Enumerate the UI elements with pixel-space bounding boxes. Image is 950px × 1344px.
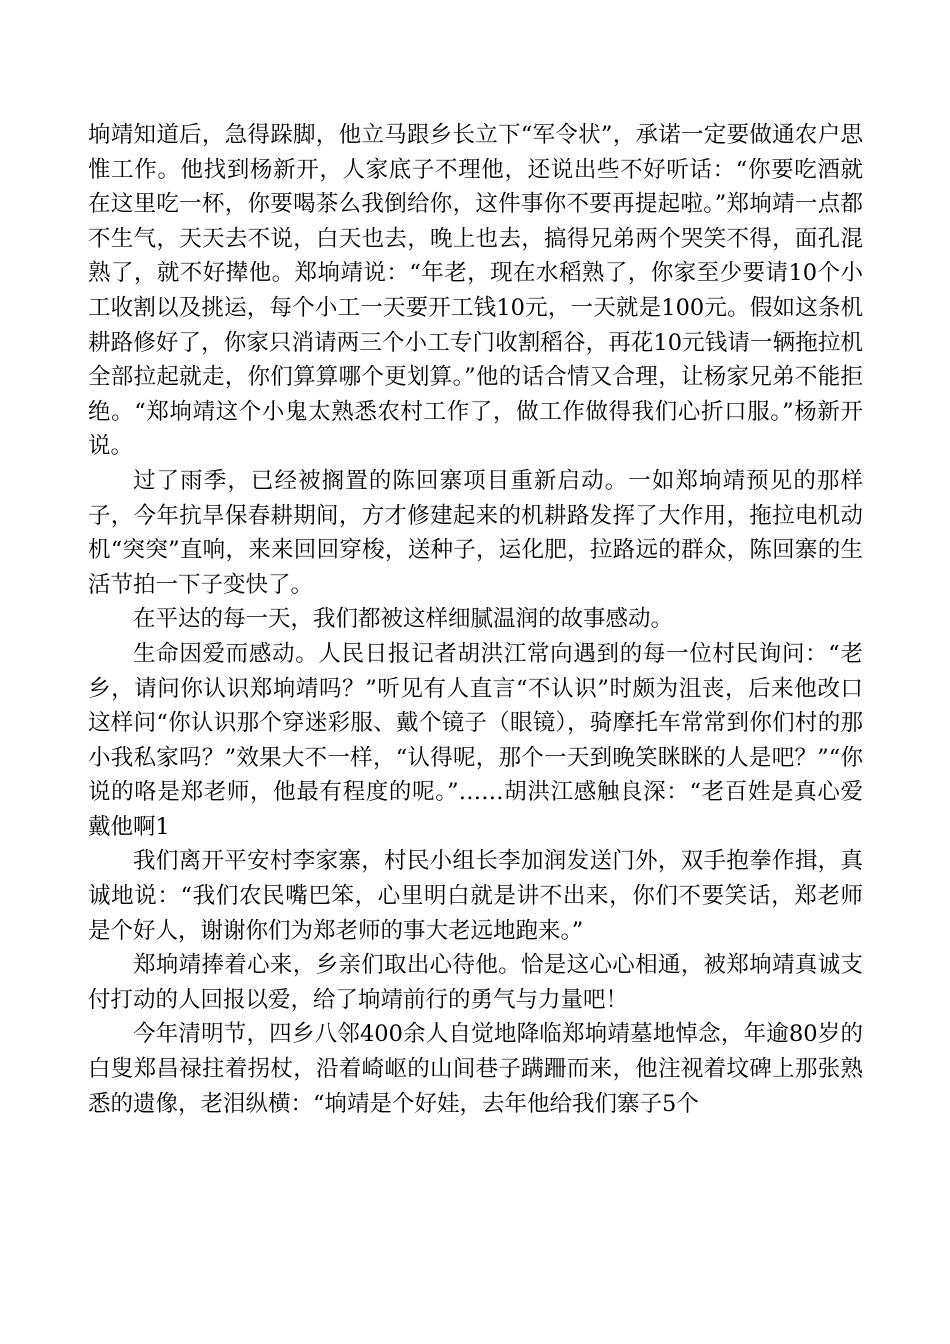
paragraph-1: 垧靖知道后，急得跺脚，他立马跟乡长立下“军令状”，承诺一定要做通农户思惟工作。他找到杨新开，人家底子不理他，还说出些不好听话：“你要吃酒就在这里吃一杯，你要喝茶么我倒给你，这件事你不要再提起啦。”郑垧靖一点都不生气，天天去不说，白天也去，晚上也去，搞得兄弟两个哭笑不得，面孔混熟了，就不好撵他。郑垧靖说：“年老，现在水稻熟了，你家至少要请10个小工收割以及挑运，每个小工一天要开工钱10元，一天就是100元。假如这条机耕路修好了，你家只消请两三个小工专门收割稻谷，再花10元钱请一辆拖拉机全部拉起就走，你们算算哪个更划算。”他的话合情又合理，让杨家兄弟不能拒绝。“郑垧靖这个小鬼太熟悉农村工作了，做工作做得我们心折口服。”杨新开说。 bbox=[88, 122, 863, 460]
document-body bbox=[88, 118, 863, 1121]
paragraph-4: 生命因爱而感动。人民日报记者胡洪江常向遇到的每一位村民询问：“老乡，请问你认识郑垧靖吗？”听见有人直言“不认识”时颇为沮丧，后来他改口这样问“你认识那个穿迷彩服、戴个镜子（眼镜），骑摩托车常常到你们村的那小我私家吗？”效果大不一样，“认得呢，那个一天到晚笑眯眯的人是吧？”“你说的咯是郑老师，他最有程度的呢。”……胡洪江感触良深：“老百姓是真心爱戴他啊1 bbox=[88, 640, 863, 840]
paragraph-6: 郑垧靖捧着心来，乡亲们取出心待他。恰是这心心相通，被郑垧靖真诚支付打动的人回报以爱，给了垧靖前行的勇气与力量吧！ bbox=[88, 952, 863, 1013]
paragraph-2: 过了雨季，已经被搁置的陈回寨项目重新启动。一如郑垧靖预见的那样子，今年抗旱保春耕期间，方才修建起来的机耕路发挥了大作用，拖拉电机动机“突突”直响，来来回回穿梭，送种子，运化肥，拉路远的群众，陈回寨的生活节拍一下子变快了。 bbox=[88, 467, 863, 598]
paragraph-7: 今年清明节，四乡八邻400余人自觉地降临郑垧靖墓地悼念，年逾80岁的白叟郑昌禄拄着拐杖，沿着崎岖的山间巷子蹒跚而来，他注视着坟碑上那张熟悉的遗像，老泪纵横：“垧靖是个好娃，去年他给我们寨子5个 bbox=[88, 1021, 863, 1117]
paragraph-3: 在平达的每一天，我们都被这样细腻温润的故事感动。 bbox=[133, 606, 674, 633]
paragraph-5: 我们离开平安村李家寨，村民小组长李加润发送门外，双手抱拳作揖，真诚地说：“我们农民嘴巴笨，心里明白就是讲不出来，你们不要笑话，郑老师是个好人，谢谢你们为郑老师的事大老远地跑来。” bbox=[88, 848, 863, 944]
